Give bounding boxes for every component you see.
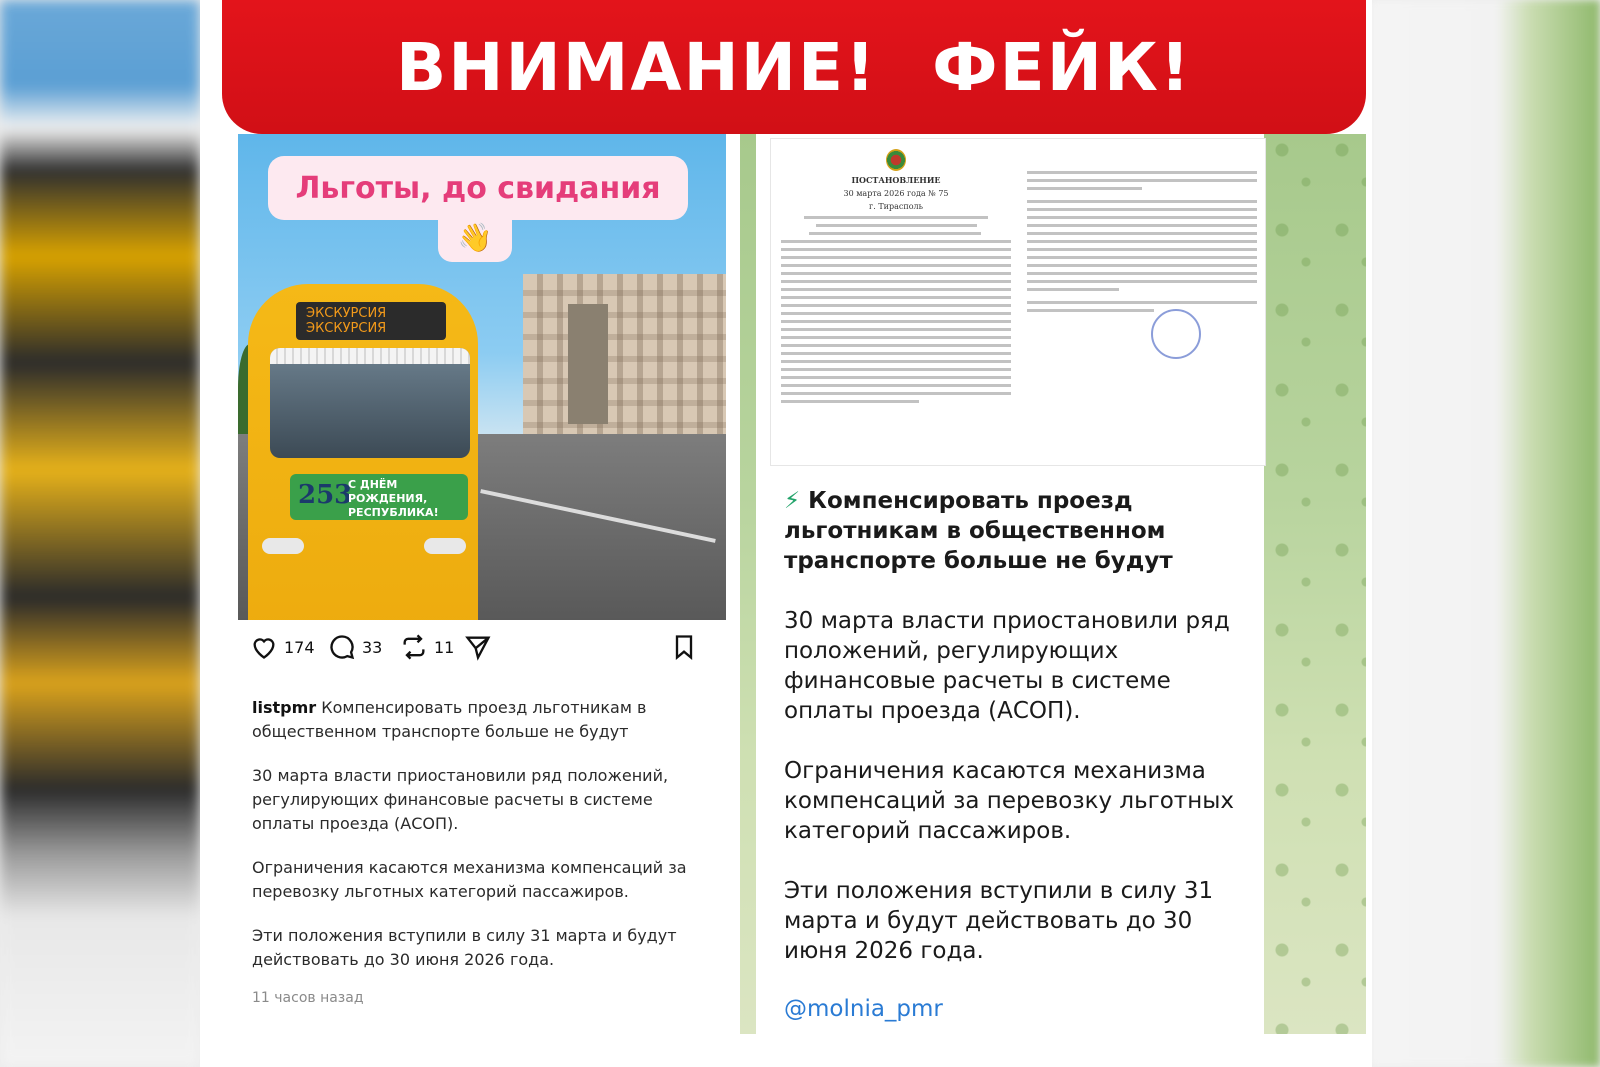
blurred-background-right (1370, 0, 1600, 1067)
monument (568, 304, 608, 424)
document-title: ПОСТАНОВЛЕНИЕ (851, 175, 941, 185)
caption-headline (252, 696, 712, 744)
banner-title: ВНИМАНИЕ! ФЕЙК! (396, 28, 1192, 106)
heart-icon (250, 633, 278, 661)
comment-count: 33 (362, 637, 383, 657)
waving-hand-icon: 👋 (438, 212, 512, 262)
like-button[interactable] (250, 632, 315, 662)
username-link[interactable]: listpmr (252, 698, 317, 717)
repost-count: 11 (434, 637, 455, 657)
photo-sticker (268, 156, 688, 220)
telegram-headline (784, 486, 1254, 576)
sticker-text: Льготы, до свидания (295, 170, 661, 206)
telegram-paragraph-3: Эти положения вступили в силу 31 марта и будут действовать до 30 июня 2026 года. (784, 878, 1214, 964)
bus-windshield (270, 348, 470, 458)
send-icon (464, 633, 492, 661)
like-count: 174 (284, 637, 315, 657)
channel-link[interactable]: @molnia_pmr (784, 996, 943, 1022)
document-city: г. Тирасполь (869, 202, 923, 211)
telegram-paragraph-1: 30 марта власти приостановили ряд положений, регулирующих финансовые расчеты в системе оплаты проезда (АСОП). (784, 608, 1230, 724)
coat-of-arms-icon (886, 149, 906, 171)
telegram-paragraph-2: Ограничения касаются механизма компенсаций за перевозку льготных категорий пассажиров. (784, 758, 1235, 844)
post-timestamp: 11 часов назад (252, 990, 364, 1006)
fake-warning-banner (222, 0, 1366, 134)
bus-headlight-left (262, 538, 304, 554)
lightning-icon: ⚡ (784, 488, 801, 514)
bookmark-icon (670, 633, 698, 661)
caption-headline-text: Компенсировать проезд льготникам в общественном транспорте больше не будут (252, 698, 647, 741)
telegram-headline-text: Компенсировать проезд льготникам в общественном транспорте больше не будут (784, 488, 1173, 574)
caption-paragraph-3: Эти положения вступили в силу 31 марта и будут действовать до 30 июня 2026 года. (252, 926, 677, 969)
document-image[interactable] (770, 138, 1266, 466)
blurred-background-left (0, 0, 200, 1067)
caption-paragraph-1: 30 марта власти приостановили ряд положений, регулирующих финансовые расчеты в системе оплаты проезда (АСОП). (252, 766, 669, 833)
document-page-1 (781, 147, 1011, 457)
building (523, 274, 726, 434)
trolleybus (248, 284, 478, 620)
repost-button[interactable] (400, 632, 454, 662)
bus-greeting: С ДНЁМ РОЖДЕНИЯ, РЕСПУБЛИКА! (348, 478, 439, 519)
document-page-2 (1027, 147, 1257, 457)
share-button[interactable] (464, 632, 492, 662)
bus-route-sign: ЭКСКУРСИЯ ЭКСКУРСИЯ (296, 302, 446, 340)
bus-headlight-right (424, 538, 466, 554)
telegram-background-pattern (1264, 134, 1366, 1034)
caption-paragraph-2: Ограничения касаются механизма компенсаций за перевозку льготных категорий пассажиров. (252, 858, 687, 901)
bus-number: 253 (298, 480, 353, 510)
comment-icon (328, 633, 356, 661)
repost-icon (400, 633, 428, 661)
comment-button[interactable] (328, 632, 382, 662)
document-date: 30 марта 2026 года № 75 (843, 189, 949, 198)
post-caption (252, 696, 712, 992)
bus-curtain (270, 348, 470, 364)
save-button[interactable] (670, 632, 698, 662)
seal-stamp (1151, 309, 1201, 359)
post-actions (250, 628, 710, 668)
